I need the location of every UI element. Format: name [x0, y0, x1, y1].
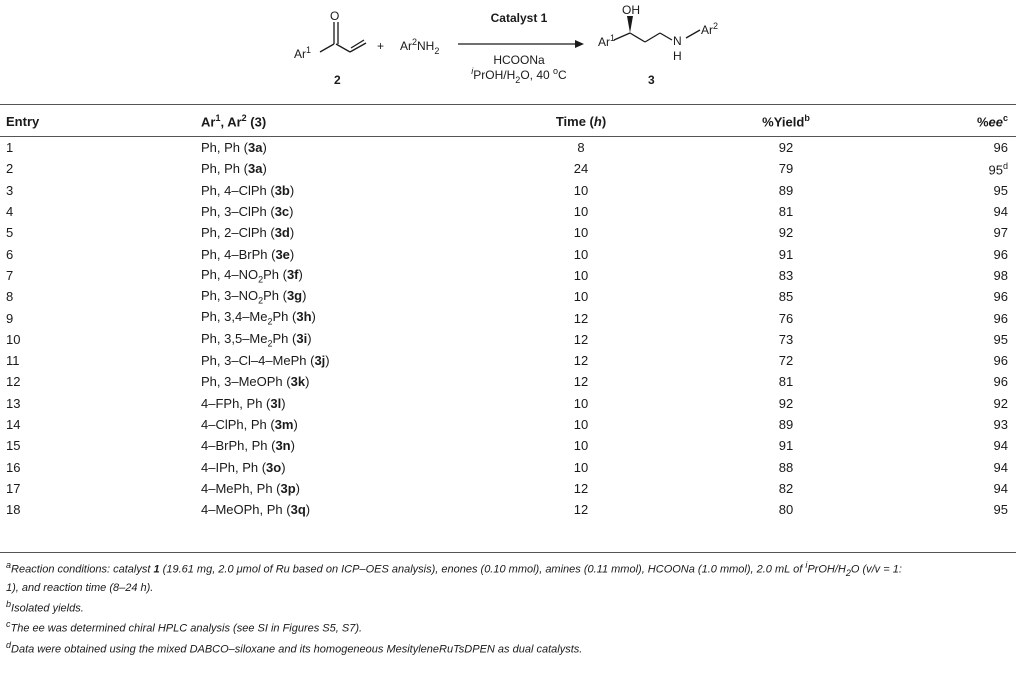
- cell-ar: Ph, $3,5-Me_2Ph$ (3i): [201, 330, 312, 349]
- cell-ee: 96: [993, 374, 1008, 390]
- footnote-c: $^c$The ee was determined chiral HPLC analysis (see SI in Figures S5, S7).: [6, 619, 363, 635]
- header-yield: %Yield$^b$: [762, 112, 810, 130]
- cell-entry: 13: [6, 395, 21, 411]
- footnote-d: $^d$Data were obtained using the mixed DABCO–siloxane and its homogeneous MesityleneRuTsDPEN as dual catalysts.: [6, 639, 583, 656]
- plus-sign: +: [377, 39, 385, 53]
- cell-yield: 73: [778, 331, 794, 347]
- cell-ar: 4–FPh, Ph (3l): [201, 395, 286, 411]
- solvent-label: $^iPrOH/H_2O$, 40 $^o$C: [471, 66, 567, 85]
- cell-time: 12: [573, 502, 589, 518]
- cell-ar: Ph, 2–ClPh (3d): [201, 225, 295, 241]
- cell-ar: 4–ClPh, Ph (3m): [201, 417, 298, 432]
- cell-entry: 7: [6, 267, 14, 283]
- product-structure: [614, 30, 700, 42]
- table-row: [0, 222, 1016, 243]
- cell-entry: 12: [6, 374, 21, 390]
- cell-time: 10: [573, 438, 589, 454]
- table-row: [0, 286, 1016, 307]
- cell-yield: 81: [778, 374, 794, 390]
- enone-structure: [320, 22, 366, 52]
- top-rule: [0, 104, 1016, 105]
- cell-entry: 1: [6, 140, 14, 156]
- table-row: [0, 265, 1016, 286]
- cell-time: 24: [573, 161, 589, 177]
- enone-label: 2: [334, 73, 341, 87]
- footnote-b: $^b$Isolated yields.: [6, 599, 84, 615]
- cell-yield: 85: [778, 289, 794, 305]
- table-row: [0, 137, 1016, 158]
- cell-entry: 14: [6, 417, 21, 432]
- cell-ar: Ph, 4–BrPh (3e): [201, 246, 295, 262]
- cell-time: 10: [573, 267, 589, 283]
- table-row: [0, 180, 1016, 201]
- cell-yield: 92: [778, 395, 794, 411]
- product-label: 3: [648, 73, 655, 87]
- cell-ar: Ph, $3-NO_2Ph$ (3g): [201, 287, 307, 306]
- header-row: [0, 106, 1016, 137]
- cell-yield: 89: [778, 182, 794, 198]
- cell-entry: 15: [6, 438, 21, 454]
- cell-time: 12: [573, 310, 589, 326]
- enone-ar1: Ar$^1$: [294, 45, 312, 61]
- cell-yield: 92: [778, 140, 794, 156]
- cell-time: 10: [573, 204, 589, 220]
- cell-ar: Ph, Ph (3a): [201, 140, 267, 156]
- bottom-rule: [0, 552, 1016, 553]
- cell-ar: Ph, 3–MeOPh (3k): [201, 374, 310, 390]
- cell-ee: 95$^d$: [988, 160, 1008, 178]
- cell-ee: 96: [993, 289, 1008, 305]
- cell-time: 12: [573, 374, 589, 390]
- cell-time: 10: [573, 225, 589, 241]
- table-row: [0, 243, 1016, 264]
- cell-ar: 4–MeOPh, Ph (3q): [201, 502, 311, 518]
- cell-ee: 96: [993, 246, 1008, 262]
- table-body: [0, 137, 1016, 520]
- table-row: [0, 435, 1016, 456]
- table-row: [0, 350, 1016, 371]
- cell-ar: 4–BrPh, Ph (3n): [201, 438, 295, 454]
- cell-ee: 97: [993, 225, 1008, 241]
- cell-yield: 82: [778, 480, 794, 496]
- table-row: [0, 201, 1016, 222]
- product-oh: OH: [622, 3, 640, 17]
- cell-yield: 81: [778, 204, 794, 220]
- cell-ee: 94: [993, 204, 1008, 220]
- cell-ar: 4–IPh, Ph (3o): [201, 459, 286, 475]
- cell-ar: Ph, 3–Cl–4–MePh (3j): [201, 353, 330, 369]
- cell-ee: 94: [993, 480, 1008, 496]
- header-ar: Ar$^1$, Ar$^2$ (3): [201, 112, 267, 130]
- table-row: [0, 478, 1016, 499]
- amine-formula: $Ar^2NH_2$: [400, 37, 440, 56]
- cell-time: 10: [573, 395, 589, 411]
- cell-entry: 9: [6, 310, 14, 326]
- table-row: [0, 499, 1016, 520]
- cell-yield: 88: [778, 459, 794, 475]
- cell-entry: 2: [6, 161, 14, 177]
- cell-entry: 4: [6, 204, 14, 220]
- cell-entry: 17: [6, 480, 21, 496]
- reaction-arrow: [458, 40, 584, 48]
- cell-time: 10: [573, 289, 589, 305]
- cell-ee: 93: [993, 417, 1008, 432]
- enone-oxygen: O: [330, 9, 340, 23]
- cell-ar: Ph, 4–ClPh (3b): [201, 182, 295, 198]
- cell-time: 10: [573, 182, 589, 198]
- cell-entry: 16: [6, 459, 21, 475]
- cell-ar: Ph, Ph (3a): [201, 161, 267, 177]
- cell-ar: Ph, 3–ClPh (3c): [201, 204, 294, 220]
- footnote-a: $^a$Reaction conditions: catalyst 1 (19.61 mg, 2.0 μmol of Ru based on ICP–OES analysis), enones (0.10 mmol), amines (0.11 mmol), HCOONa (1.0 mmol), 2.0 mL of $^iPrOH/H_2O$ (v/v = 1:: [6, 560, 902, 578]
- cell-entry: 3: [6, 182, 14, 198]
- cell-yield: 80: [778, 502, 794, 518]
- cell-yield: 91: [778, 438, 794, 454]
- cell-entry: 11: [6, 353, 20, 369]
- cell-ar: Ph, $3,4-Me_2Ph$ (3h): [201, 309, 316, 327]
- cell-ar: Ph, $4-NO_2Ph$ (3f): [201, 266, 303, 285]
- product-h: H: [673, 49, 682, 63]
- cell-yield: 76: [778, 310, 794, 326]
- cell-yield: 79: [778, 161, 794, 177]
- cell-ee: 96: [993, 353, 1008, 369]
- cell-ee: 92: [993, 395, 1008, 411]
- cell-entry: 18: [6, 502, 21, 518]
- cell-yield: 91: [778, 246, 794, 262]
- cell-ee: 94: [993, 459, 1008, 475]
- cell-ee: 95: [993, 331, 1008, 347]
- cell-entry: 8: [6, 289, 14, 305]
- cell-ee: 96: [993, 140, 1008, 156]
- catalyst-label: Catalyst 1: [490, 11, 548, 25]
- cell-yield: 92: [778, 225, 794, 241]
- cell-ar: 4–MePh, Ph (3p): [201, 480, 301, 496]
- cell-ee: 94: [993, 438, 1008, 454]
- cell-time: 8: [577, 140, 585, 156]
- table-row: [0, 158, 1016, 179]
- stereo-wedge: [627, 16, 633, 33]
- cell-entry: 5: [6, 225, 14, 241]
- cell-yield: 72: [778, 353, 794, 369]
- table-row: [0, 329, 1016, 350]
- product-n: N: [673, 34, 682, 48]
- cell-time: 10: [573, 417, 589, 432]
- cell-time: 12: [573, 331, 589, 347]
- cell-entry: 10: [6, 331, 21, 347]
- results-table: [0, 106, 1016, 520]
- footnotes: [6, 558, 1010, 658]
- product-ar1: Ar$^1$: [598, 33, 616, 49]
- cell-yield: 83: [778, 267, 794, 283]
- table-row: [0, 371, 1016, 392]
- table-row: [0, 393, 1016, 414]
- table-row: [0, 456, 1016, 477]
- product-ar2: Ar$^2$: [701, 21, 719, 37]
- cell-time: 12: [573, 480, 589, 496]
- reaction-scheme: [0, 0, 1016, 92]
- cell-ee: 95: [993, 182, 1008, 198]
- cell-time: 10: [573, 459, 589, 475]
- cell-ee: 96: [993, 310, 1008, 326]
- cell-ee: 95: [993, 502, 1008, 518]
- header-entry: Entry: [6, 113, 40, 129]
- table-row: [0, 307, 1016, 328]
- cell-ee: 98: [993, 267, 1008, 283]
- cell-time: 12: [573, 353, 589, 369]
- header-time: Time (h): [555, 113, 607, 129]
- table-row: [0, 414, 1016, 435]
- footnote-a-continued: 1), and reaction time (8–24 h).: [6, 582, 154, 595]
- cell-yield: 89: [778, 417, 794, 432]
- reagent-label: HCOONa: [493, 53, 545, 67]
- cell-entry: 6: [6, 246, 14, 262]
- cell-time: 10: [573, 246, 589, 262]
- header-ee: $\%ee^c$: [976, 112, 1008, 130]
